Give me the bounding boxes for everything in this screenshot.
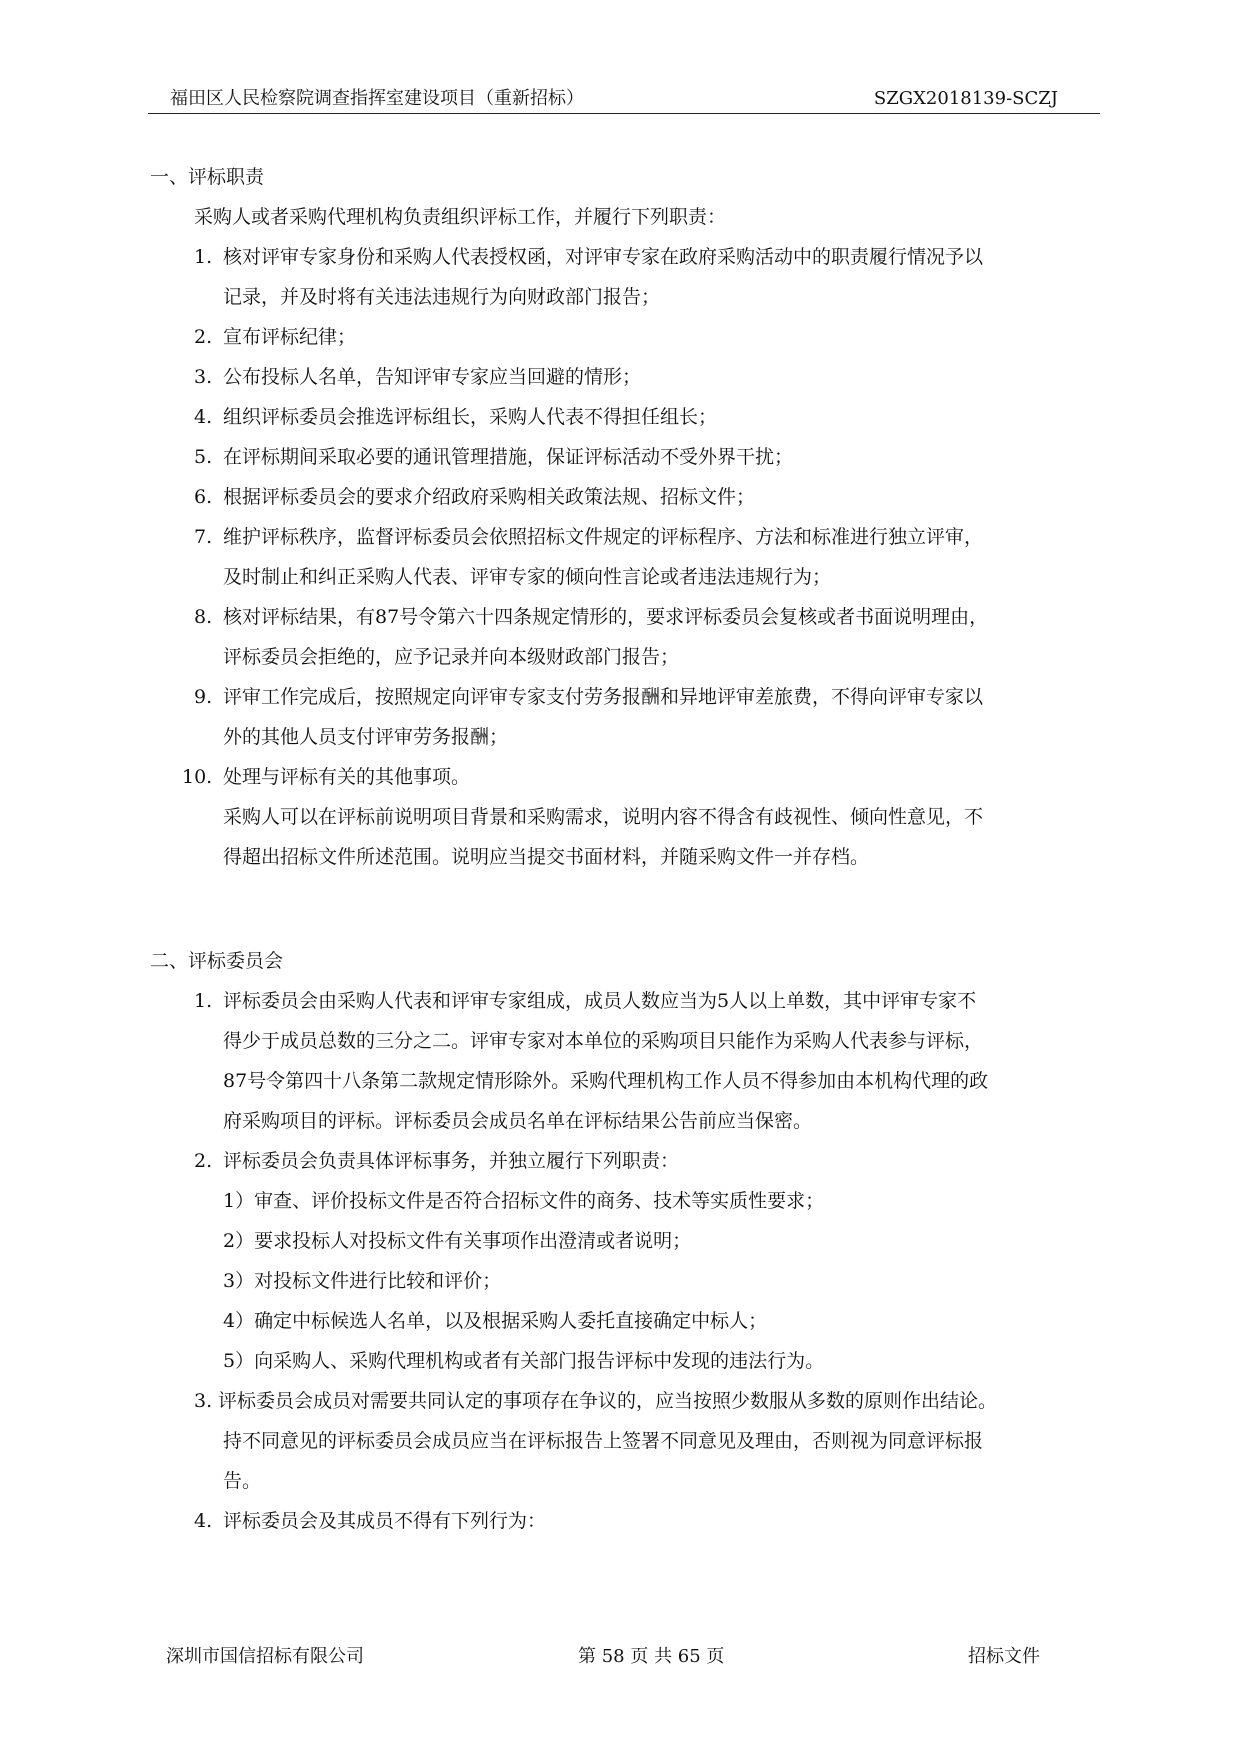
list-item: 公布投标人名单，告知评审专家应当回避的情形；: [223, 366, 642, 388]
list-item: 评标委员会由采购人代表和评审专家组成，成员人数应当为5人以上单数，其中评审专家不: [223, 990, 977, 1012]
list-item: 维护评标秩序，监督评标委员会依照招标文件规定的评标程序、方法和标准进行独立评审，: [223, 526, 984, 548]
list-item: 在评标期间采取必要的通讯管理措施，保证评标活动不受外界干扰；: [223, 446, 794, 468]
list-item: 外的其他人员支付评审劳务报酬；: [223, 726, 509, 748]
list-number: 7.: [194, 526, 213, 548]
list-item: 评标委员会拒绝的，应予记录并向本级财政部门报告；: [223, 646, 680, 668]
list-item: 核对评审专家身份和采购人代表授权函，对评审专家在政府采购活动中的职责履行情况予以: [223, 246, 984, 268]
sub-list-item: 2）要求投标人对投标文件有关事项作出澄清或者说明；: [223, 1230, 692, 1252]
list-item: 告。: [223, 1470, 262, 1492]
list-item: 评标委员会及其成员不得有下列行为：: [223, 1510, 547, 1532]
list-item: 府采购项目的评标。评标委员会成员名单在评标结果公告前应当保密。: [223, 1110, 813, 1132]
list-item: 处理与评标有关的其他事项。: [223, 766, 471, 788]
footer-page-number: 第 58 页 共 65 页: [578, 1646, 725, 1667]
list-number: 2.: [194, 1150, 213, 1172]
header-rule: [148, 113, 1100, 114]
list-item: 87号令第四十八条第二款规定情形除外。采购代理机构工作人员不得参加由本机构代理的政: [223, 1070, 989, 1092]
sub-list-item: 3）对投标文件进行比较和评价；: [223, 1270, 502, 1292]
paragraph: 采购人或者采购代理机构负责组织评标工作，并履行下列职责：: [194, 206, 727, 228]
list-number: 1.: [194, 246, 213, 268]
list-item: 评标委员会成员对需要共同认定的事项存在争议的，应当按照少数服从多数的原则作出结论。: [218, 1390, 998, 1412]
footer-company: 深圳市国信招标有限公司: [166, 1646, 364, 1667]
sub-list-item: 4）确定中标候选人名单，以及根据采购人委托直接确定中标人；: [223, 1310, 768, 1332]
list-item: 得少于成员总数的三分之二。评审专家对本单位的采购项目只能作为采购人代表参与评标，: [223, 1030, 984, 1052]
section-heading: 二、评标委员会: [150, 950, 284, 972]
list-item: 记录，并及时将有关违法违规行为向财政部门报告；: [223, 286, 661, 308]
list-item: 评标委员会负责具体评标事务，并独立履行下列职责：: [223, 1150, 680, 1172]
list-item: 评审工作完成后，按照规定向评审专家支付劳务报酬和异地评审差旅费，不得向评审专家以: [223, 686, 984, 708]
list-number: 4.: [194, 406, 213, 428]
list-item: 组织评标委员会推选评标组长，采购人代表不得担任组长；: [223, 406, 718, 428]
sub-list-item: 1）审查、评价投标文件是否符合招标文件的商务、技术等实质性要求；: [223, 1190, 825, 1212]
section-heading: 一、评标职责: [150, 166, 265, 188]
header-title: 福田区人民检察院调查指挥室建设项目（重新招标）: [170, 88, 584, 109]
list-item: 及时制止和纠正采购人代表、评审专家的倾向性言论或者违法违规行为；: [223, 566, 832, 588]
list-number: 10.: [182, 766, 213, 788]
footer-doc-type: 招标文件: [968, 1646, 1040, 1667]
header-code: SZGX2018139-SCZJ: [873, 88, 1058, 109]
list-number: 9.: [194, 686, 213, 708]
list-number: 3.: [194, 366, 213, 388]
list-item: 核对评标结果，有87号令第六十四条规定情形的，要求评标委员会复核或者书面说明理由，: [223, 606, 989, 628]
list-item: 根据评标委员会的要求介绍政府采购相关政策法规、招标文件；: [223, 486, 756, 508]
list-number: 3.: [194, 1390, 213, 1412]
list-item: 宣布评标纪律；: [223, 326, 357, 348]
list-number: 8.: [194, 606, 213, 628]
paragraph: 采购人可以在评标前说明项目背景和采购需求，说明内容不得含有歧视性、倾向性意见，不: [223, 806, 984, 828]
list-number: 6.: [194, 486, 213, 508]
list-number: 2.: [194, 326, 213, 348]
sub-list-item: 5）向采购人、采购代理机构或者有关部门报告评标中发现的违法行为。: [223, 1350, 825, 1372]
list-number: 4.: [194, 1510, 213, 1532]
list-number: 5.: [194, 446, 213, 468]
list-number: 1.: [194, 990, 213, 1012]
paragraph: 得超出招标文件所述范围。说明应当提交书面材料，并随采购文件一并存档。: [223, 846, 870, 868]
list-item: 持不同意见的评标委员会成员应当在评标报告上签署不同意见及理由，否则视为同意评标报: [223, 1430, 984, 1452]
